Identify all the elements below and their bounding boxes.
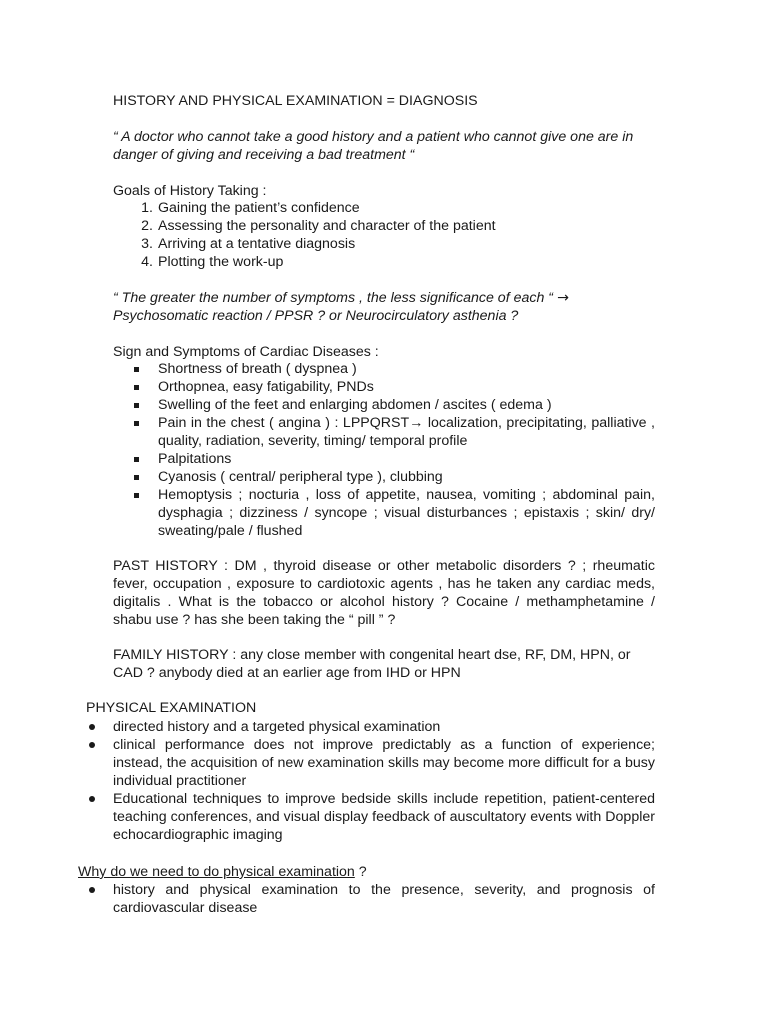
- symptoms-quote-line2: Psychosomatic reaction / PPSR ? or Neurocirculatory asthenia ?: [113, 308, 519, 324]
- goals-list: [113, 199, 655, 271]
- physical-exam-heading: PHYSICAL EXAMINATION: [86, 700, 257, 716]
- symptoms-quote-text: “ The greater the number of symptoms , the less significance of each “: [113, 290, 554, 306]
- square-bullet-icon: [134, 403, 139, 408]
- family-history-paragraph: FAMILY HISTORY : any close member with congenital heart dse, RF, DM, HPN, or CAD ? anybody died at an earlier age from IHD or HPN: [113, 647, 631, 681]
- list-item: [86, 790, 655, 844]
- list-item: [113, 235, 655, 253]
- item-text: directed history and a targeted physical examination: [113, 719, 441, 735]
- item-text: Pain in the chest ( angina ) : LPPQRST→ localization, precipitating, palliative , quality, radiation, severity, timing/ temporal profile: [158, 415, 655, 449]
- list-item: [113, 199, 655, 217]
- item-text: Palpitations: [158, 451, 232, 467]
- arrow-icon: →: [556, 290, 569, 306]
- signs-heading: Sign and Symptoms of Cardiac Diseases :: [113, 344, 379, 360]
- past-history-paragraph: PAST HISTORY : DM , thyroid disease or other metabolic disorders ? ; rheumatic fever, occupation , exposure to cardiotoxic agents , has he taken any cardiac meds, digitalis . What is the tobacco or alcohol history ? Cocaine / methamphetamine / shabu use ? has she been taking the “ pill ” ?: [113, 558, 655, 628]
- list-item: [113, 414, 655, 450]
- bullet-icon: [89, 796, 95, 802]
- list-item: [113, 217, 655, 235]
- list-item: [113, 396, 655, 414]
- item-text: Swelling of the feet and enlarging abdomen / ascites ( edema ): [158, 397, 552, 413]
- bullet-icon: [89, 724, 95, 730]
- item-number: 1.: [141, 200, 153, 216]
- square-bullet-icon: [134, 457, 139, 462]
- item-number: 3.: [141, 236, 153, 252]
- item-text: Educational techniques to improve bedside skills include repetition, patient-centered teaching conferences, and visual display feedback of auscultatory events with Doppler echocardiographic imaging: [113, 791, 655, 843]
- goals-heading: Goals of History Taking :: [113, 183, 267, 199]
- physical-exam-list: [86, 718, 655, 844]
- opening-quote: “ A doctor who cannot take a good history and a patient who cannot give one are in danger of giving and receiving a bad treatment “: [113, 129, 634, 163]
- list-item: [113, 253, 655, 271]
- square-bullet-icon: [134, 367, 139, 372]
- list-item: [113, 486, 655, 540]
- list-item: [113, 360, 655, 378]
- item-text: Arriving at a tentative diagnosis: [158, 236, 356, 252]
- item-text: Plotting the work-up: [158, 254, 284, 270]
- item-text: clinical performance does not improve predictably as a function of experience; instead, the acquisition of new examination skills may become more difficult for a busy individual practitioner: [113, 737, 655, 789]
- item-text: Orthopnea, easy fatigability, PNDs: [158, 379, 374, 395]
- list-item: [113, 378, 655, 396]
- square-bullet-icon: [134, 475, 139, 480]
- square-bullet-icon: [134, 385, 139, 390]
- why-list: [86, 881, 655, 917]
- list-item: [86, 736, 655, 790]
- why-heading-text: Why do we need to do physical examination: [78, 864, 355, 880]
- list-item: [113, 450, 655, 468]
- item-number: 2.: [141, 218, 153, 234]
- item-number: 4.: [141, 254, 153, 270]
- bullet-icon: [89, 742, 95, 748]
- item-text: Assessing the personality and character of the patient: [158, 218, 496, 234]
- item-text: history and physical examination to the presence, severity, and prognosis of cardiovascular disease: [113, 882, 655, 916]
- item-text: Shortness of breath ( dyspnea ): [158, 361, 357, 377]
- item-text: Hemoptysis ; nocturia , loss of appetite, nausea, vomiting ; abdominal pain, dysphagia ; dizziness / syncope ; visual disturbances ; epistaxis ; skin/ dry/ sweating/pale / flushed: [158, 487, 655, 539]
- bullet-icon: [89, 887, 95, 893]
- list-item: [86, 881, 655, 917]
- page-title: HISTORY AND PHYSICAL EXAMINATION = DIAGNOSIS: [113, 93, 478, 109]
- why-heading-suffix: ?: [354, 864, 367, 880]
- list-item: [86, 718, 655, 736]
- why-heading: [78, 863, 367, 881]
- signs-list: [113, 360, 655, 540]
- item-text: Cyanosis ( central/ peripheral type ), clubbing: [158, 469, 443, 485]
- square-bullet-icon: [134, 493, 139, 498]
- symptoms-quote: [113, 289, 655, 325]
- item-text: Gaining the patient’s confidence: [158, 200, 360, 216]
- square-bullet-icon: [134, 421, 139, 426]
- list-item: [113, 468, 655, 486]
